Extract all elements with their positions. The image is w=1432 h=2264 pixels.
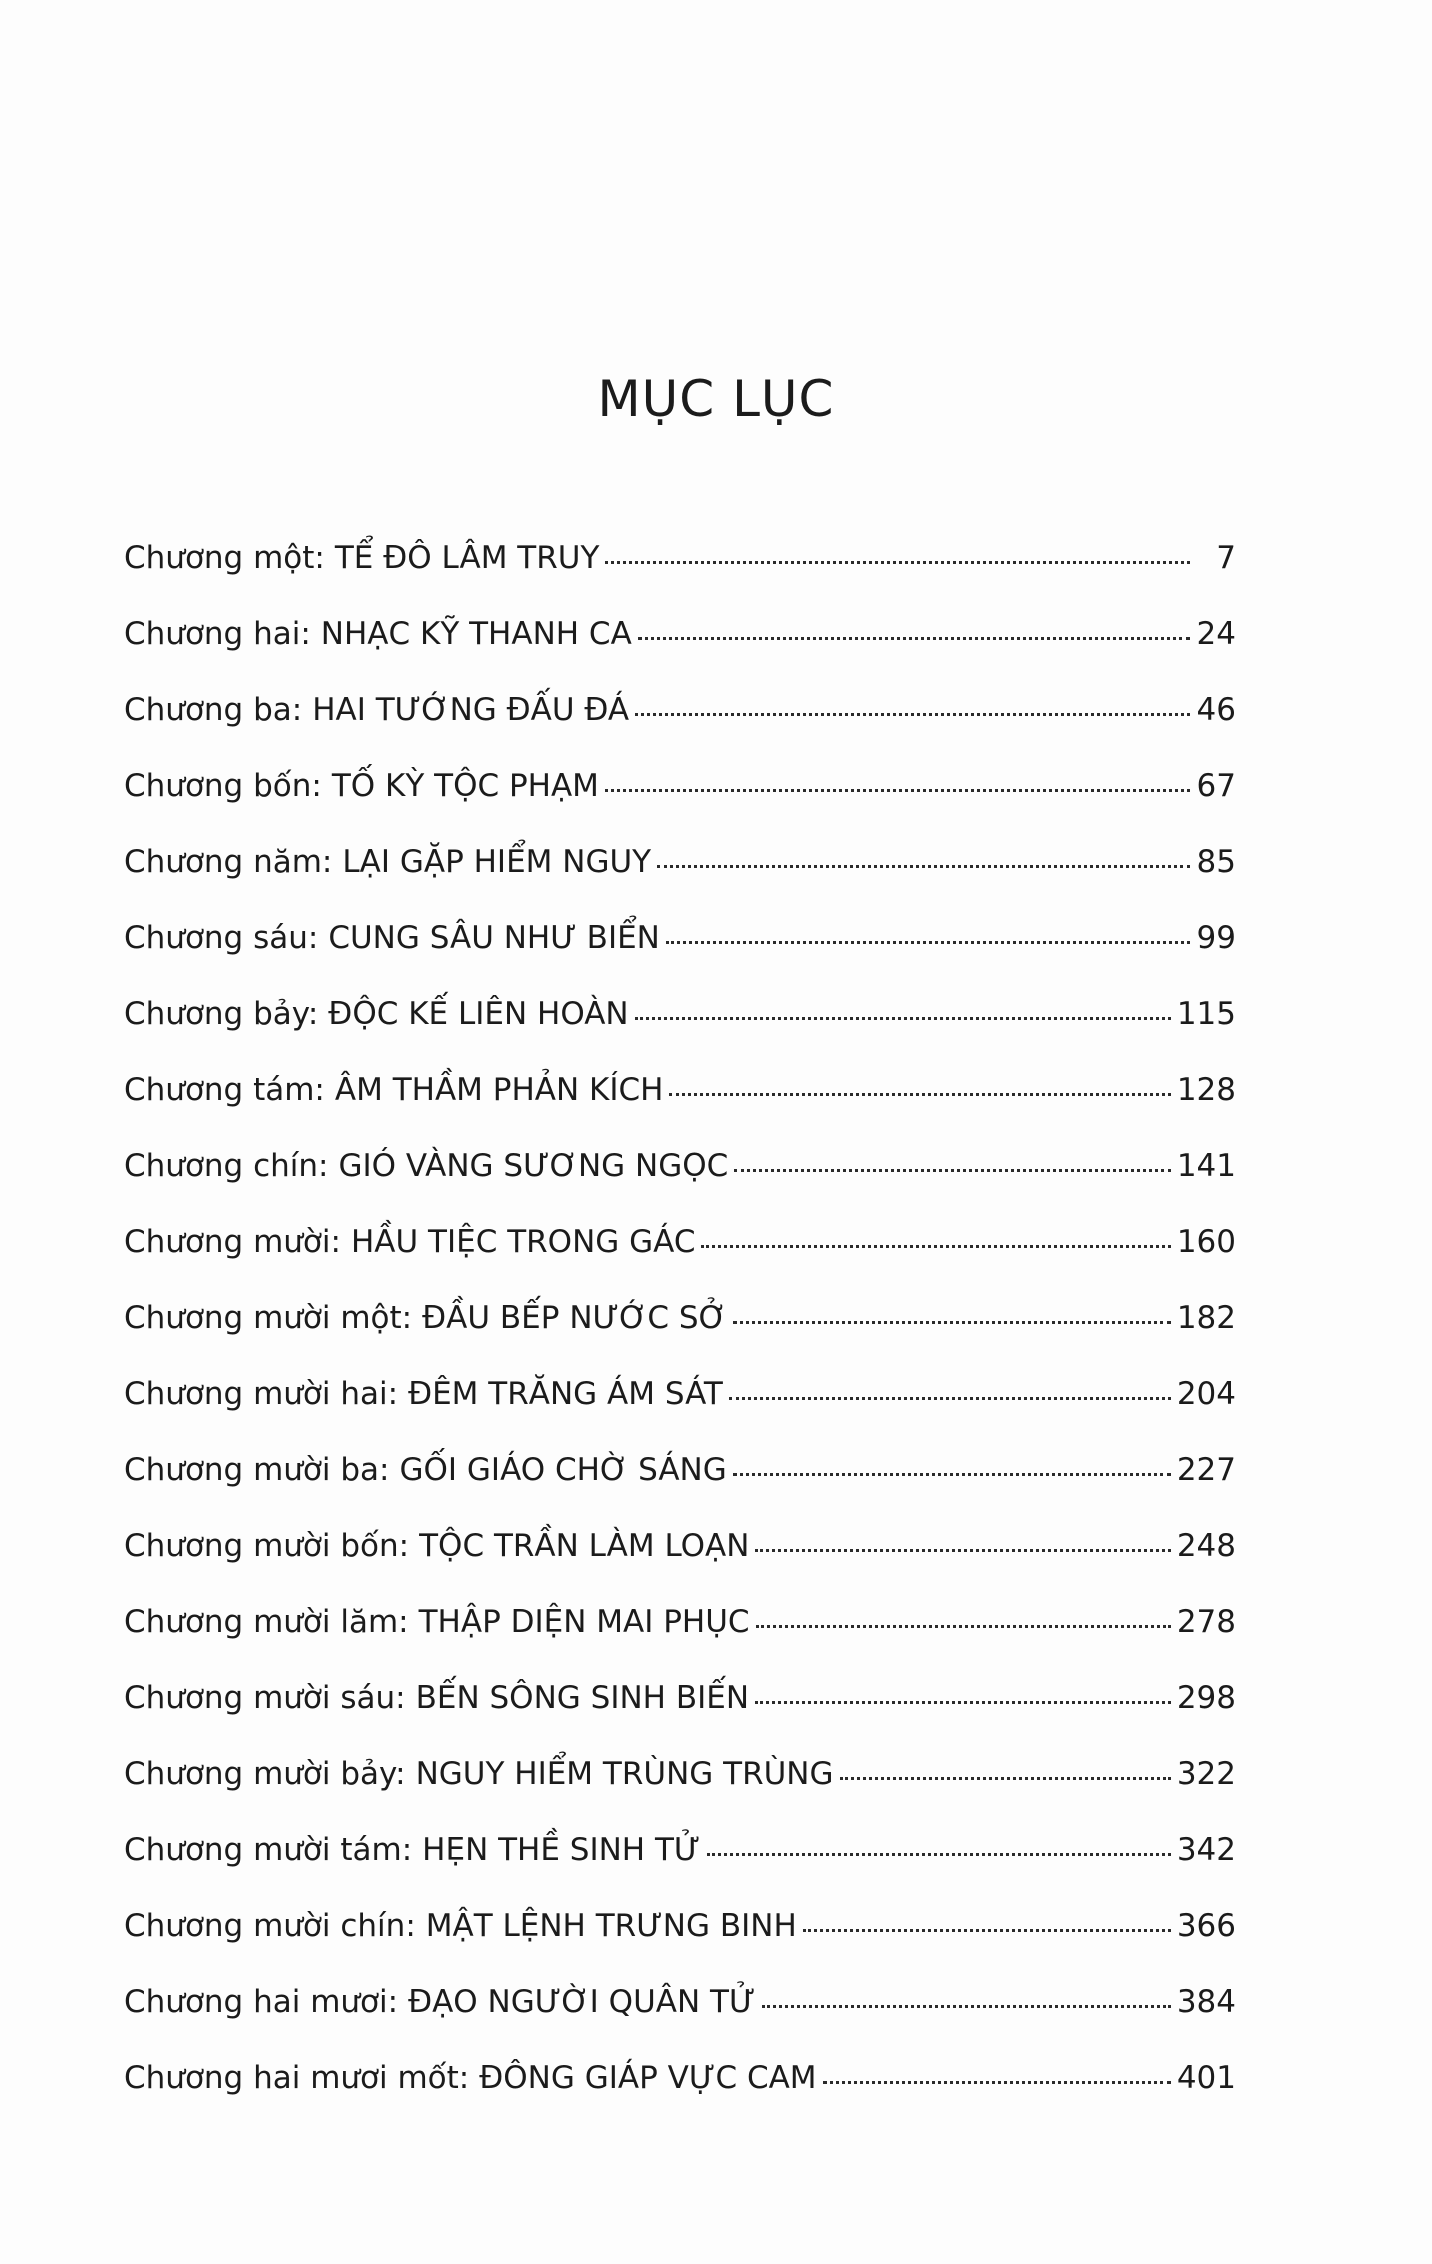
chapter-title: LẠI GẶP HIỂM NGUY: [342, 844, 652, 880]
chapter-label: Chương mười sáu:: [124, 1680, 406, 1716]
chapter-title: MẬT LỆNH TRƯNG BINH: [425, 1908, 797, 1944]
dot-leader: [605, 561, 1190, 564]
toc-entry: [124, 1756, 1236, 1832]
chapter-label: Chương hai:: [124, 616, 311, 652]
dot-leader: [707, 1853, 1171, 1856]
dot-leader: [840, 1777, 1171, 1780]
chapter-title: TỘC TRẦN LÀM LOẠN: [419, 1528, 750, 1564]
toc-entry: [124, 540, 1236, 616]
dot-leader: [638, 637, 1190, 640]
chapter-label: Chương bảy:: [124, 996, 319, 1032]
chapter-label: Chương ba:: [124, 692, 303, 728]
page-number: 24: [1196, 616, 1236, 652]
page-number: 322: [1176, 1756, 1236, 1792]
page-number: 182: [1176, 1300, 1236, 1336]
toc-entry: [124, 692, 1236, 768]
chapter-label: Chương hai mươi:: [124, 1984, 399, 2020]
dot-leader: [762, 2005, 1171, 2008]
dot-leader: [635, 1017, 1171, 1020]
toc-entry: [124, 1528, 1236, 1604]
page-number: 278: [1176, 1604, 1236, 1640]
chapter-title: NHẠC KỸ THANH CA: [320, 616, 632, 652]
chapter-title: HẦU TIỆC TRONG GÁC: [350, 1224, 696, 1260]
page-number: 342: [1176, 1832, 1236, 1868]
toc-entry: [124, 768, 1236, 844]
chapter-label: Chương một:: [124, 540, 325, 576]
chapter-label: Chương bốn:: [124, 768, 322, 804]
chapter-title: GIÓ VÀNG SƯƠNG NGỌC: [338, 1148, 729, 1184]
page-number: 46: [1196, 692, 1236, 728]
toc-entry: [124, 1604, 1236, 1680]
dot-leader: [734, 1169, 1171, 1172]
page-number: 128: [1176, 1072, 1236, 1108]
dot-leader: [635, 713, 1190, 716]
dot-leader: [701, 1245, 1170, 1248]
chapter-label: Chương mười hai:: [124, 1376, 399, 1412]
toc-entry: [124, 2060, 1236, 2136]
chapter-title: ĐÔNG GIÁP VỰC CAM: [479, 2060, 817, 2096]
chapter-title: ĐẠO NGƯỜI QUÂN TỬ: [408, 1984, 756, 2020]
dot-leader: [733, 1473, 1171, 1476]
chapter-title: TỂ ĐÔ LÂM TRUY: [334, 540, 600, 576]
chapter-title: ÂM THẦM PHẢN KÍCH: [334, 1072, 664, 1108]
toc-entry: [124, 844, 1236, 920]
toc-entry: [124, 1908, 1236, 1984]
chapter-label: Chương tám:: [124, 1072, 325, 1108]
page-number: 67: [1196, 768, 1236, 804]
toc-entry: [124, 1224, 1236, 1300]
chapter-title: HAI TƯỚNG ĐẤU ĐÁ: [312, 692, 630, 728]
chapter-title: BẾN SÔNG SINH BIẾN: [415, 1680, 750, 1716]
page-number: 160: [1176, 1224, 1236, 1260]
dot-leader: [823, 2081, 1171, 2084]
page-number: 298: [1176, 1680, 1236, 1716]
chapter-label: Chương hai mươi mốt:: [124, 2060, 470, 2096]
chapter-title: NGUY HIỂM TRÙNG TRÙNG: [415, 1756, 834, 1792]
dot-leader: [729, 1397, 1171, 1400]
page-number: 141: [1176, 1148, 1236, 1184]
toc-entry: [124, 996, 1236, 1072]
toc-entry: [124, 1680, 1236, 1756]
dot-leader: [756, 1625, 1171, 1628]
toc-entry: [124, 920, 1236, 996]
dot-leader: [755, 1701, 1171, 1704]
chapter-title: GỐI GIÁO CHỜ SÁNG: [399, 1452, 727, 1488]
page-number: 99: [1196, 920, 1236, 956]
dot-leader: [657, 865, 1190, 868]
dot-leader: [755, 1549, 1170, 1552]
chapter-label: Chương mười chín:: [124, 1908, 416, 1944]
toc-entry: [124, 616, 1236, 692]
dot-leader: [605, 789, 1190, 792]
chapter-title: TỐ KỲ TỘC PHẠM: [331, 768, 599, 804]
table-of-contents: [124, 540, 1236, 2136]
chapter-title: ĐÊM TRĂNG ÁM SÁT: [408, 1376, 723, 1412]
page-number: 7: [1216, 540, 1236, 576]
page-number: 248: [1176, 1528, 1236, 1564]
toc-entry: [124, 1832, 1236, 1908]
chapter-title: ĐẦU BẾP NƯỚC SỞ: [422, 1300, 727, 1336]
page-number: 384: [1176, 1984, 1236, 2020]
dot-leader: [666, 941, 1190, 944]
chapter-label: Chương mười lăm:: [124, 1604, 409, 1640]
chapter-label: Chương sáu:: [124, 920, 319, 956]
chapter-title: HẸN THỀ SINH TỬ: [422, 1832, 701, 1868]
dot-leader: [803, 1929, 1171, 1932]
chapter-label: Chương mười:: [124, 1224, 341, 1260]
toc-entry: [124, 1984, 1236, 2060]
page-number: 204: [1176, 1376, 1236, 1412]
chapter-title: CUNG SÂU NHƯ BIỂN: [328, 920, 660, 956]
page-title: MỤC LỤC: [597, 370, 835, 428]
chapter-title: ĐỘC KẾ LIÊN HOÀN: [328, 996, 629, 1032]
dot-leader: [669, 1093, 1170, 1096]
page-number: 85: [1196, 844, 1236, 880]
chapter-label: Chương mười bốn:: [124, 1528, 410, 1564]
dot-leader: [733, 1321, 1171, 1324]
chapter-label: Chương chín:: [124, 1148, 329, 1184]
page-number: 115: [1176, 996, 1236, 1032]
toc-entry: [124, 1376, 1236, 1452]
toc-entry: [124, 1300, 1236, 1376]
page-number: 366: [1176, 1908, 1236, 1944]
toc-entry: [124, 1452, 1236, 1528]
chapter-title: THẬP DIỆN MAI PHỤC: [418, 1604, 750, 1640]
page-number: 227: [1176, 1452, 1236, 1488]
chapter-label: Chương năm:: [124, 844, 333, 880]
chapter-label: Chương mười ba:: [124, 1452, 390, 1488]
toc-entry: [124, 1072, 1236, 1148]
page-number: 401: [1176, 2060, 1236, 2096]
chapter-label: Chương mười tám:: [124, 1832, 413, 1868]
toc-entry: [124, 1148, 1236, 1224]
chapter-label: Chương mười bảy:: [124, 1756, 406, 1792]
chapter-label: Chương mười một:: [124, 1300, 413, 1336]
